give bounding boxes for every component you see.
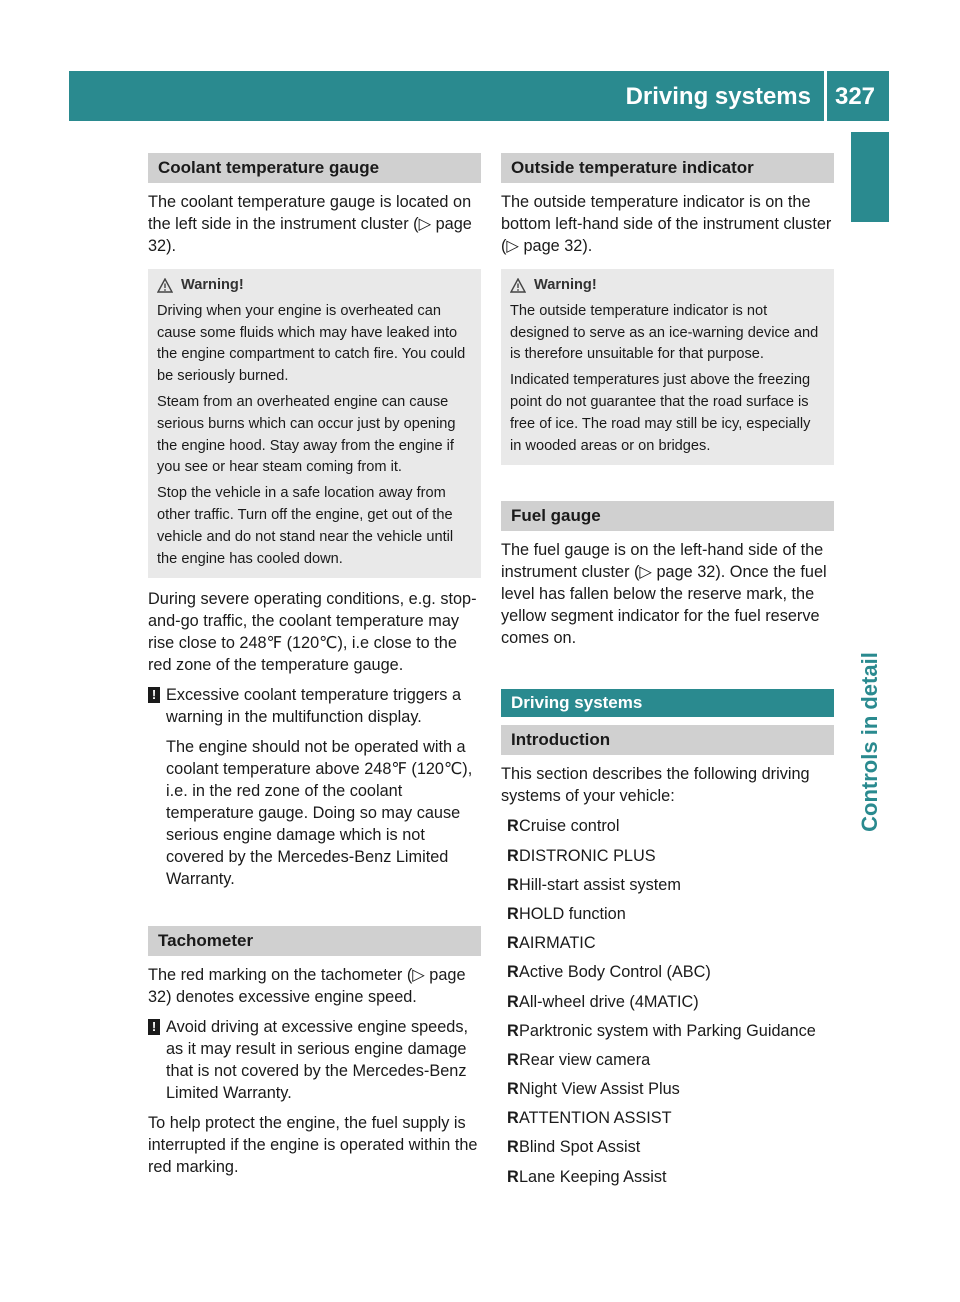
outside-warning-p1: The outside temperature indicator is not designed to serve as an ice-warning device and is therefore unsuitable for that purpose.: [510, 302, 819, 363]
coolant-notice-p2: The engine should not be operated with a coolant temperature above 248℉ (120℃), i.e. in the red zone of the coolant temperature gauge. Doing so may cause serious engine damage which is not covered by the Mercedes-Benz Limited Warranty.: [166, 738, 473, 889]
list-item: R DISTRONIC PLUS: [507, 846, 656, 865]
introduction-heading: Introduction: [501, 725, 834, 755]
list-item: R Night View Assist Plus: [507, 1080, 680, 1099]
list-item: R HOLD function: [507, 904, 626, 923]
coolant-warning-box: [148, 269, 481, 578]
bullet-icon: R: [507, 846, 519, 865]
bullet-icon: R: [507, 1080, 519, 1099]
bullet-icon: R: [507, 992, 519, 1011]
warning-label: Warning!: [534, 277, 597, 293]
coolant-warning-p2: Steam from an overheated engine can cause serious burns which can occur just by opening the engine hood. Stay away from the engine if you see or hear steam coming from it.: [157, 393, 456, 476]
coolant-warning-p3: Stop the vehicle in a safe location away from other traffic. Turn off the engine, get out of the vehicle and do not stand near the vehicle until the engine has cooled down.: [157, 485, 454, 567]
outside-warning-box: [501, 269, 834, 465]
list-item: R Lane Keeping Assist: [507, 1167, 667, 1186]
fuel-gauge-heading: Fuel gauge: [501, 501, 834, 531]
coolant-warning-title: [157, 275, 472, 297]
driving-systems-list: [501, 815, 834, 1187]
coolant-body: During severe operating conditions, e.g. stop-and-go traffic, the coolant temperature may rise close to 248℉ (120℃), i.e close to the red zone of the temperature gauge.: [148, 590, 477, 675]
warning-triangle-icon: [157, 278, 173, 293]
bullet-icon: R: [507, 904, 519, 923]
bullet-icon: R: [507, 1167, 519, 1186]
bullet-icon: R: [507, 1138, 519, 1157]
tachometer-intro: The red marking on the tachometer (▷ page 32) denotes excessive engine speed.: [148, 966, 466, 1007]
list-item: R All-wheel drive (4MATIC): [507, 992, 699, 1011]
notice-exclamation-icon: !: [148, 687, 160, 703]
chapter-tab: [851, 132, 889, 1172]
chapter-tab-label: [851, 492, 889, 992]
spacer: [501, 657, 834, 689]
list-item: R ATTENTION ASSIST: [507, 1109, 672, 1128]
fuel-gauge-body: The fuel gauge is on the left-hand side of the instrument cluster (▷ page 32). Once the fuel level has fallen below the reserve mark, the yellow segment indicator for the fuel reserve comes on.: [501, 541, 827, 648]
bullet-icon: R: [507, 1109, 519, 1128]
list-item: R AIRMATIC: [507, 934, 596, 953]
spacer: [148, 898, 481, 926]
list-item: R Parktronic system with Parking Guidance: [507, 1021, 816, 1040]
page-header: [69, 71, 889, 121]
list-item: R Active Body Control (ABC): [507, 963, 711, 982]
list-item: R Rear view camera: [507, 1050, 651, 1069]
right-column: [501, 153, 834, 1195]
header-title: Driving systems: [625, 83, 811, 110]
bullet-icon: R: [507, 934, 519, 953]
outside-warning-p2: Indicated temperatures just above the freezing point do not guarantee that the road surface is free of ice. The road may still be icy, especially in wooded areas or on bridges.: [510, 372, 811, 454]
warning-label: Warning!: [181, 277, 244, 293]
bullet-icon: R: [507, 1021, 519, 1040]
page-number: 327: [834, 83, 876, 110]
left-column: [148, 153, 481, 1186]
list-item: R Hill-start assist system: [507, 875, 681, 894]
list-item: R Cruise control: [507, 817, 620, 836]
tachometer-notice-text: Avoid driving at excessive engine speeds, as it may result in serious engine damage that is not covered by the Mercedes-Benz Limited Warranty.: [166, 1018, 468, 1103]
outside-warning-title: [510, 275, 825, 297]
tachometer-heading: Tachometer: [148, 926, 481, 956]
introduction-text: This section describes the following driving systems of your vehicle:: [501, 765, 810, 806]
tachometer-notice: [148, 1016, 481, 1104]
coolant-warning-p1: Driving when your engine is overheated can cause some fluids which may have leaked into the engine compartment to catch fire. You could be seriously burned.: [157, 302, 466, 385]
outside-temp-heading: Outside temperature indicator: [501, 153, 834, 183]
warning-triangle-icon: [510, 278, 526, 293]
coolant-heading: Coolant temperature gauge: [148, 153, 481, 183]
list-item: R Blind Spot Assist: [507, 1138, 641, 1157]
driving-systems-heading: Driving systems: [501, 689, 834, 717]
bullet-icon: R: [507, 817, 519, 836]
chapter-tab-marker: [851, 132, 889, 222]
notice-exclamation-icon: !: [148, 1019, 160, 1035]
bullet-icon: R: [507, 1050, 519, 1069]
chapter-tab-text: Controls in detail: [857, 652, 882, 832]
outside-temp-intro: The outside temperature indicator is on the bottom left-hand side of the instrument cluster (▷ page 32).: [501, 193, 832, 255]
bullet-icon: R: [507, 875, 519, 894]
coolant-notice-p1: Excessive coolant temperature triggers a warning in the multifunction display.: [166, 686, 462, 727]
spacer: [501, 475, 834, 501]
bullet-icon: R: [507, 963, 519, 982]
coolant-notice: [148, 684, 481, 890]
coolant-intro: The coolant temperature gauge is located on the left side in the instrument cluster (▷ page 32).: [148, 193, 472, 255]
tachometer-body: To help protect the engine, the fuel supply is interrupted if the engine is operated within the red marking.: [148, 1114, 478, 1177]
